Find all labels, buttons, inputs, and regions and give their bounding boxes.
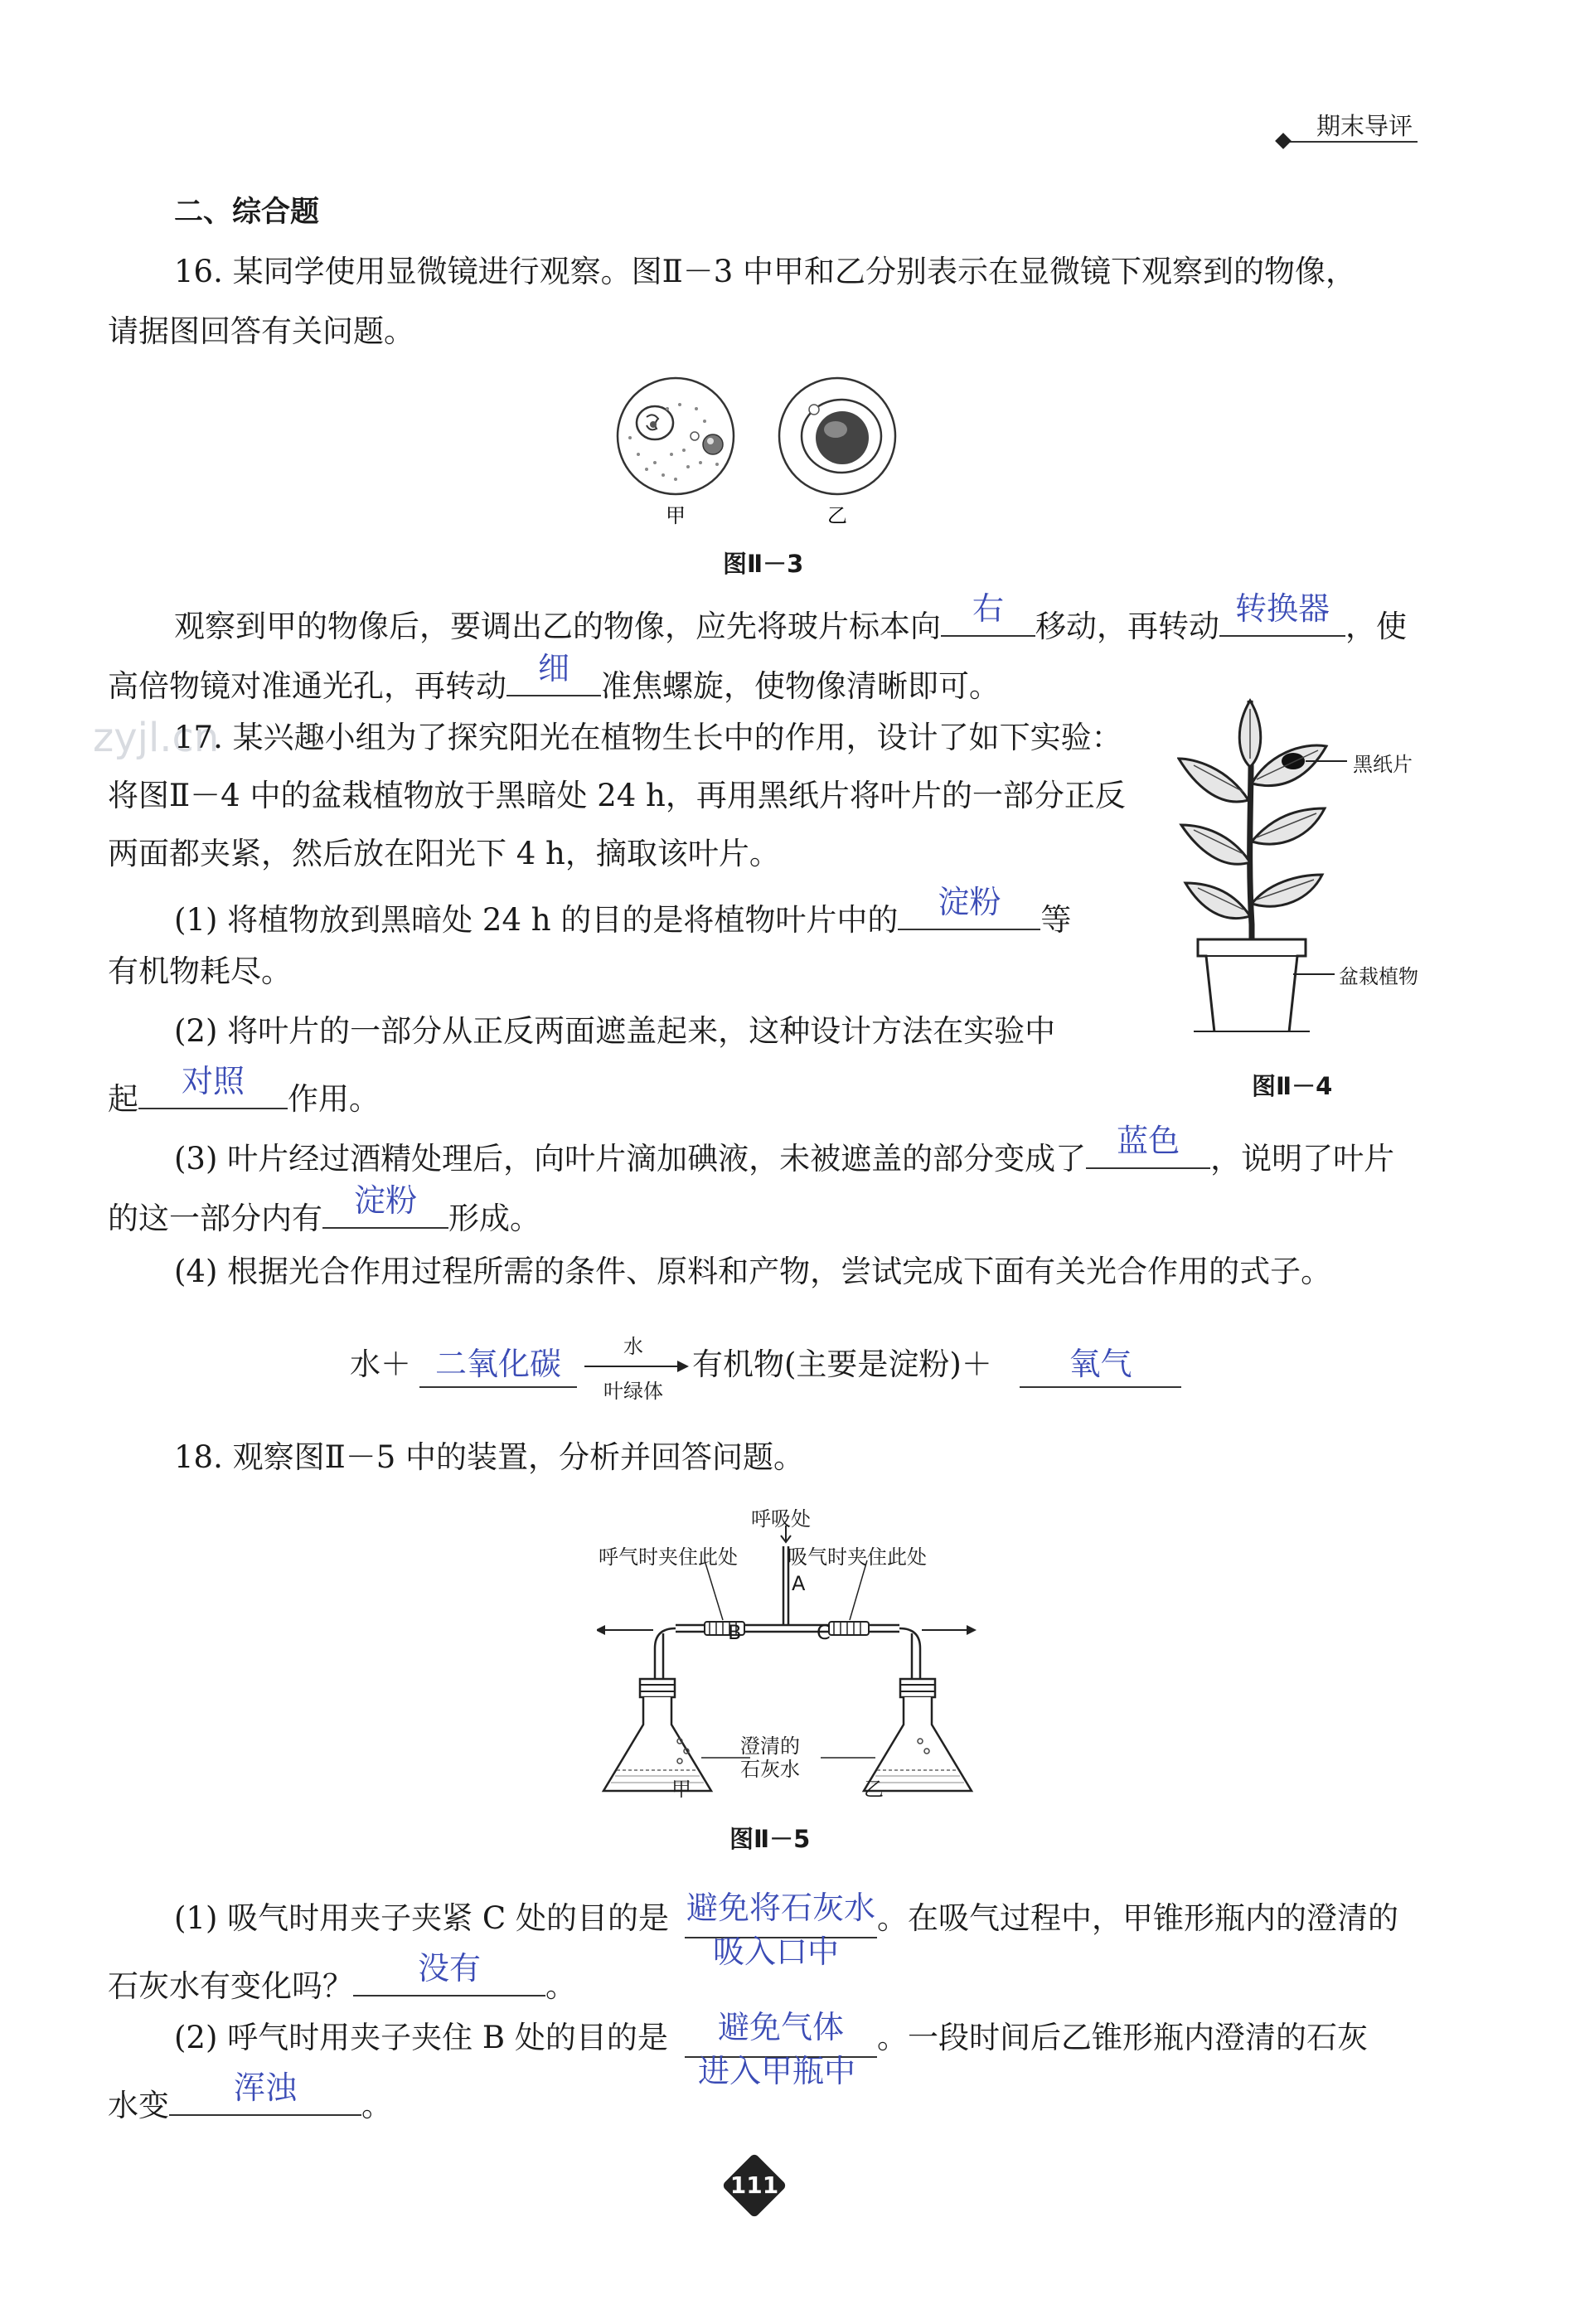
q17-part1-line1 [174,884,1072,944]
q16-text4: 高倍物镜对准通光孔，再转动 [108,668,506,704]
q18-p1-blank2 [353,1950,545,1997]
watermark: zyjl.cn [93,715,220,761]
q17-part2-line2 [108,1063,380,1123]
q17-p3-text-a: (3) 叶片经过酒精处理后，向叶片滴加碘液，未被遮盖的部分变成了 [174,1141,1087,1177]
q17-line1: 17. 某兴趣小组为了探究阳光在植物生长中的作用，设计了如下实验： [174,720,1122,755]
q18-p1-text-a: (1) 吸气时用夹子夹紧 C 处的目的是 [174,1900,670,1936]
eq-mid: 有机物(主要是淀粉)＋ [692,1346,992,1382]
eq-blank2 [1020,1343,1181,1388]
q17-p2-text-c: 作用。 [288,1081,380,1117]
q17-p3-answer1: 蓝色 [1117,1123,1180,1159]
q18-p2-answer2: 浑浊 [233,2069,297,2106]
q17-p3-answer2: 淀粉 [353,1182,417,1219]
page-number: 111 [729,2171,779,2199]
arrow-right-out-icon [967,1625,977,1635]
fig4-label-plant: 盆栽植物 [1339,965,1418,988]
q18-p2-blank [685,2001,877,2058]
q18-p1-text-d: 。 [545,1968,576,2004]
q16-answer-1: 右 [972,590,1004,627]
fig5-label-limewater1: 澄清的 [740,1735,800,1758]
q17-part2-line1: (2) 将叶片的一部分从正反两面遮盖起来，这种设计方法在实验中 [174,1013,1056,1049]
q16-text2: 移动，再转动 [1035,609,1219,644]
eq-arrow [584,1358,691,1375]
q17-part3-line2 [108,1182,540,1242]
leaf-low-left [1185,883,1250,919]
fig5-label-a: A [792,1572,806,1595]
q16-blank-3 [506,650,601,696]
header-rule [1283,141,1418,143]
q18-p2-text-a: (2) 呼气时用夹子夹住 B 处的目的是 [174,2020,668,2055]
q18-p1-answer-line2: 吸入口中 [713,1933,840,1970]
eq-answer2: 氧气 [1069,1346,1132,1382]
fig5-label-breath: 呼吸处 [751,1507,811,1531]
q17-part3-line1 [174,1123,1395,1182]
fig5-label-yi: 乙 [864,1778,884,1801]
q18-p1-line2 [108,1950,576,2010]
q16-text5: 准焦螺旋，使物像清晰即可。 [601,668,1000,704]
q17-part1-line2: 有机物耗尽。 [108,953,292,989]
leaf-mid-right [1252,808,1325,844]
pot [1198,939,1306,1032]
black-paper [1282,753,1305,769]
fig5-label-limewater2: 石灰水 [740,1758,800,1781]
q17-p2-answer: 对照 [181,1063,245,1099]
q18-p2-blank2 [169,2069,361,2116]
q17-p1-text-a: (1) 将植物放到黑暗处 24 h 的目的是将植物叶片中的 [174,902,899,938]
q18-p1-text-c: 石灰水有变化吗？ [108,1968,353,2004]
q17-p3-text-c: 的这一部分内有 [108,1201,322,1236]
q16-blank-1 [941,590,1035,637]
section-title: 二、综合题 [174,196,320,229]
q18-p2-line2 [108,2069,392,2129]
q16-blank-2 [1219,590,1345,637]
eq-arrow-top: 水 [623,1335,643,1358]
q18-p2-answer-line2: 进入甲瓶中 [698,2053,856,2089]
q16-answer-2: 转换器 [1234,590,1330,627]
fig5-label-b: B [728,1621,742,1644]
q17-line2: 将图Ⅱ－4 中的盆栽植物放于黑暗处 24 h，再用黑纸片将叶片的一部分正反 [108,778,1126,813]
q16-line2: 请据图回答有关问题。 [108,313,414,349]
q18-p2-answer-line1: 避免气体 [717,2009,844,2045]
q18-p1-blank [685,1882,877,1938]
leaf-upper-left [1179,759,1248,802]
leaf-low-right [1252,875,1322,906]
field-yi [779,378,895,494]
fig5-label-jia: 甲 [671,1778,691,1801]
q16-answer-line1 [174,590,1407,650]
fig4-label-paper: 黑纸片 [1353,753,1413,776]
header-title: 期末导评 [1316,112,1413,140]
tube-c [829,1622,869,1635]
flask-jia [603,1697,711,1791]
q18-p2-text-c: 水变 [108,2088,169,2123]
q16-text3: ，使 [1345,609,1407,644]
fig5-caption: 图Ⅱ－5 [729,1825,811,1853]
q17-p3-text-b: ，说明了叶片 [1210,1141,1395,1177]
q17-p2-text-b: 起 [108,1081,138,1117]
q18-p1-answer2: 没有 [417,1950,481,1987]
q18-p1-text-b: 。在吸气过程中，甲锥形瓶内的澄清的 [877,1900,1398,1936]
q18-p2-text-d: 。 [361,2088,392,2123]
page-number-badge [725,2156,784,2215]
q16-answer-line2 [108,650,1000,710]
q16-line1: 16. 某同学使用显微镜进行观察。图Ⅱ－3 中甲和乙分别表示在显微镜下观察到的物像， [174,254,1357,289]
q17-p1-text-b: 等 [1040,902,1072,938]
q17-p2-blank [138,1063,288,1109]
diamond-icon [1275,133,1292,149]
q16-answer-3: 细 [537,650,569,687]
field-jia [618,378,734,494]
q16-text1: 观察到甲的物像后，要调出乙的物像，应先将玻片标本向 [174,609,941,644]
eq-water: 水＋ [350,1346,411,1382]
q18-p1-answer-line1: 避免将石灰水 [686,1890,875,1926]
eq-arrow-bottom: 叶绿体 [603,1380,663,1403]
eq-blank1 [419,1343,577,1388]
fig3-label-jia: 甲 [666,504,686,527]
eq-answer1: 二氧化碳 [434,1346,561,1382]
leaf-mid-left [1181,825,1250,864]
fig5-label-c: C [817,1621,831,1644]
q17-line3: 两面都夹紧，然后放在阳光下 4 h，摘取该叶片。 [108,836,780,871]
fig3-caption: 图Ⅱ－3 [723,550,804,578]
fig5-label-exhale-clamp: 呼气时夹住此处 [599,1545,738,1569]
q17-p1-answer: 淀粉 [938,884,1001,920]
q17-p3-text-d: 形成。 [448,1201,540,1236]
q18-line1: 18. 观察图Ⅱ－5 中的装置，分析并回答问题。 [174,1439,805,1475]
q17-p1-blank [898,884,1040,930]
fig4-caption: 图Ⅱ－4 [1252,1072,1333,1100]
fig3-label-yi: 乙 [827,504,847,527]
figure-microscope [613,371,912,537]
q17-p3-blank1 [1086,1123,1210,1169]
q17-p3-blank2 [322,1182,448,1229]
fig5-label-inhale-clamp: 吸气时夹住此处 [788,1545,927,1569]
arrow-left-out-icon [597,1625,605,1635]
q18-p2-text-b: 。一段时间后乙锥形瓶内澄清的石灰 [877,2020,1368,2055]
q17-part4: (4) 根据光合作用过程所需的条件、原料和产物，尝试完成下面有关光合作用的式子。 [174,1254,1332,1289]
